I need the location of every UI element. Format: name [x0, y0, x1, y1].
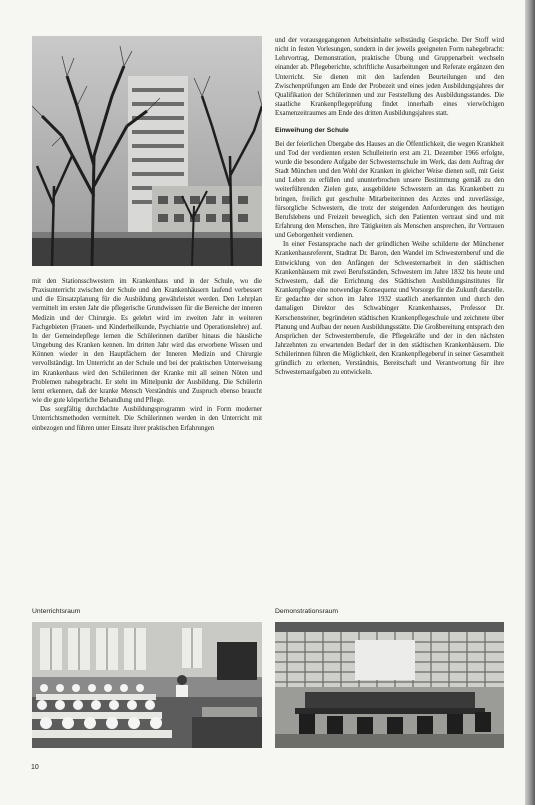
right-column-text: [275, 36, 504, 606]
demonstration-room-photo: [275, 622, 504, 748]
page-number: 10: [31, 764, 39, 771]
caption-left: Unterrichtsraum: [32, 608, 81, 615]
left-paragraph-2: Das sorgfältig durchdachte Ausbildungsprogramm wird in Form moderner Unterrichtsmethoden vermittelt. Die Schülerinnen werden in den Unterricht mit einbezogen und führen unter Einsatz ihrer praktischen Erfahrungen: [32, 406, 262, 432]
right-paragraph-3: In einer Festansprache nach der gründlichen Weihe schilderte der Münchener Krankenhausreferent, Stadtrat Dr. Baron, den Wandel im Schwesternberuf und die Entwicklung von den Anfängen der Schwesternarbeit in den städtischen Krankenhäusern mit zwei Berufsständen, Schwestern im Jahre 1832 bis heute und Schwestern, daß die Errichtung des Städtischen Ausbildungsinstitutes für Krankenpflege eine notwendige Konsequenz und Vorsorge für die Zukunft darstelle. Er gedachte der schon im Jahre 1932 staatlich anerkannten und durch den damaligen Direktor des Schwabinger Krankenhauses, Professor Dr. Kerschensteiner, begründeten städtischen Krankenpflegeschule und zeichnete über Planung und Aufbau der neuen Ausbildungsstätte. Die Großbereitung entsprach den Ansprüchen der Schwesternberufe, die Pflegekräfte und der in den nächsten Jahrzehnten zu erwartenden Bedarf der in den städtischen Krankenhäusern. Die Schülerinnen führen die Möglichkeit, den Krankenpflegeberuf in seiner Gesamtheit gründlich zu erlernen, Verständnis, Bereitschaft und Verantwortung für ihre Schwesternaufgaben zu entwickeln.: [275, 241, 504, 377]
right-paragraph-1: und der vorausgegangenen Arbeitsinhalte selbständig Gespräche. Der Stoff wird nicht in festen Vorlesungen, sondern in der jeweils geeigneten Form nahegebracht: Lehrvortrag, Demonstration, praktische Übung und Gruppenarbeit wechseln einander ab. Pflegeberichte, schriftliche Ausarbeitungen und Referate ergänzen den Unterricht. Sie dienen mit den laufenden Beurteilungen und den Zwischenprüfungen am Ende der Probezeit und eines jeden Ausbildungsjahres der Qualifikation der Schülerinnen und zur Feststellung des Ausbildungsstandes. Die staatliche Krankenpflegeprüfung findet innerhalb eines vierwöchigen Examenzeitraumes am Ende des dritten Ausbildungsjahres statt.: [275, 37, 504, 118]
left-column-text: [32, 277, 262, 604]
classroom-photo: [32, 622, 262, 748]
caption-right: Demonstrationsraum: [275, 608, 339, 615]
section-heading: Einweihung der Schule: [275, 127, 349, 135]
page-binding-edge: [525, 0, 535, 805]
building-exterior-photo: [32, 36, 262, 266]
left-paragraph-1: mit den Stationsschwestern im Krankenhaus und in der Schule, wo die Praxisunterricht zwischen der Schule und den Krankenhäusern laufend verbessert und die Einsatzplanung für die Ausbildung gewährleistet werden. Den Lehrplan vermittelt im ersten Jahr die pflegerische Grundwissen für die Bereiche der inneren Medizin und der Chirurgie. Es gelehrt wird im zweiten Jahr in weiteren Fachgebieten (Frauen- und Kinderheilkunde, Psychiatrie und Operationslehre) auf. In der Gemeindepflege lernen die Schülerinnen darüber hinaus die häusliche Umgebung des Kranken kennen. Im dritten Jahr wird das erworbene Wissen und Können wieder in den Hauptfächern der Inneren Medizin und Chirurgie vervollständigt. Im Unterricht an der Schule und bei der praktischen Unterweisung im Krankenhaus wird den Schülerinnen der Kranke mit all seinen Nöten und Problemen nahegebracht. Er steht im Mittelpunkt der Ausbildung. Die Schülerin lernt erkennen, daß der kranke Mensch Verständnis und Zuspruch ebenso braucht wie die gute körperliche Behandlung und Pflege.: [32, 278, 262, 405]
right-paragraph-2: Bei der feierlichen Übergabe des Hauses an die Öffentlichkeit, die wegen Krankheit und Tod der verdienten ersten Schulleiterin erst am 21. Dezember 1966 erfolgte, wurde die besondere Aufgabe der Schwesternschule im Werk, das dem Auftrag der Stadt München und den Wohl der Kranken in gleicher Weise dienen soll, mit Geist und Leben zu erfüllen und ununterbrochen unsere Bestimmung gemäß zu den weiterführenden Zielen gute, ausgebildete Schwestern an das Krankenbett zu bringen, freilich gut geschulte Mitarbeiterinnen des Arztes und zuverlässige, fürsorgliche Schwestern, die trotz der steigenden Anforderungen des heutigen Berufslebens und Freizeit beweglich, sich den Patienten vertraut sind und mit Erfahrung den Menschen, ihre Tätigkeiten als Menschen ansprechen, ihr Vertrauen und Geborgenheit verdienen.: [275, 140, 504, 240]
